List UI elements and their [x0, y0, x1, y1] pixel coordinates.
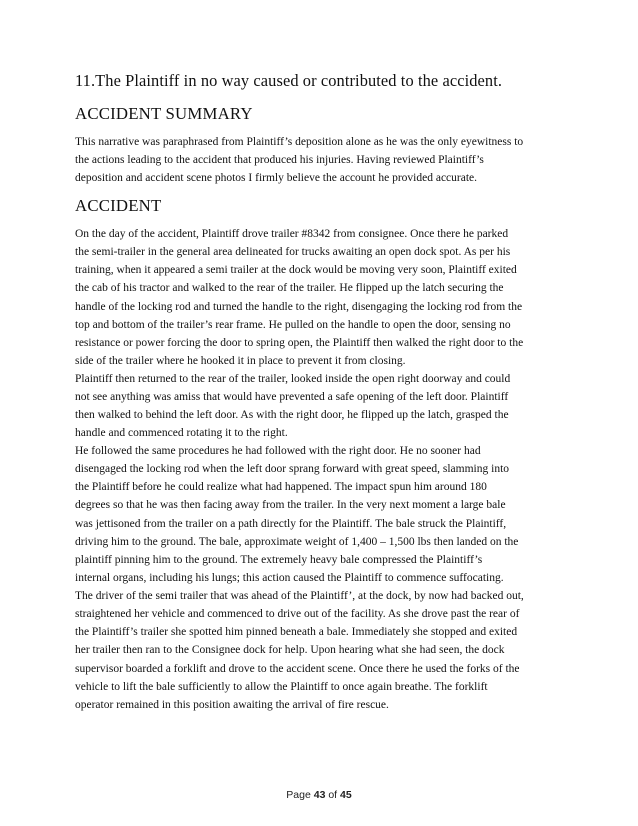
page-number	[0, 789, 638, 801]
text-line: deposition and accident scene photos I firmly believe the account he provided accurate.	[75, 172, 478, 185]
text-line: disengaged the locking rod when the left door sprang forward with great speed, slamming into	[75, 463, 510, 476]
accident-paragraph-1	[75, 225, 570, 370]
text-line: driving him to the ground. The bale, approximate weight of 1,400 – 1,500 lbs then landed on the	[75, 535, 519, 548]
text-line: This narrative was paraphrased from Plaintiff’s deposition alone as he was the only eyewitness to	[75, 136, 524, 148]
accident-paragraph-2	[75, 370, 570, 443]
text-line: handle of the locking rod and turned the handle to the right, disengaging the locking rod from the	[75, 300, 523, 313]
text-line: the cab of his tractor and walked to the rear of the trailer. He flipped up the latch securing the	[75, 282, 504, 295]
text-line: side of the trailer where he hooked it in place to prevent it from closing.	[75, 355, 406, 368]
text-line: her trailer then ran to the Consignee dock for help. Upon hearing what she had seen, the dock	[75, 644, 505, 657]
text-line: the semi-trailer in the general area delineated for trucks awaiting an open dock spot. As per his	[75, 246, 511, 259]
text-line: supervisor boarded a forklift and drove to the accident scene. Once there he used the forks of the	[75, 662, 520, 675]
page-prefix: Page	[286, 789, 314, 801]
accident-paragraph-4	[75, 587, 570, 714]
text-line: the Plaintiff before he could realize what had happened. The impact spun him around 180	[75, 481, 487, 494]
text-line: On the day of the accident, Plaintiff drove trailer #8342 from consignee. Once there he parked	[75, 228, 509, 240]
text-line: internal organs, including his lungs; this action caused the Plaintiff to commence suffocating.	[75, 572, 504, 585]
text-line: training, when it appeared a semi trailer at the dock would be moving very soon, Plaintiff exited	[75, 264, 517, 277]
current-page: 43	[313, 789, 326, 801]
item-heading: 11.The Plaintiff in no way caused or contributed to the accident.	[75, 71, 503, 90]
text-line: resistance or power forcing the door to spring open, the Plaintiff then walked the right door to the	[75, 336, 524, 349]
summary-paragraph	[75, 133, 570, 187]
accident-heading: ACCIDENT	[75, 196, 162, 215]
text-line: not see anything was amiss that would have prevented a safe opening of the left door. Plaintiff	[75, 391, 509, 404]
text-line: Plaintiff then returned to the rear of the trailer, looked inside the open right doorway and could	[75, 373, 511, 385]
page-of: of	[325, 789, 341, 801]
text-line: The driver of the semi trailer that was ahead of the Plaintiff’, at the dock, by now had backed out,	[75, 590, 524, 602]
text-line: plaintiff pinning him to the ground. The extremely heavy bale compressed the Plaintiff’s	[75, 553, 483, 566]
text-line: He followed the same procedures he had followed with the right door. He no sooner had	[75, 445, 481, 457]
text-line: then walked to behind the left door. As with the right door, he flipped up the latch, grasped the	[75, 409, 509, 422]
text-line: top and bottom of the trailer’s rear frame. He pulled on the handle to open the door, sensing no	[75, 318, 511, 331]
text-line: the Plaintiff’s trailer she spotted him pinned beneath a bale. Immediately she stopped and exited	[75, 626, 518, 639]
text-line: operator remained in this position awaiting the arrival of fire rescue.	[75, 698, 389, 711]
text-line: straightened her vehicle and commenced to drive out of the facility. As she drove past the rear of	[75, 608, 520, 621]
text-line: degrees so that he was then facing away from the trailer. In the very next moment a large bale	[75, 499, 506, 512]
accident-paragraph-3	[75, 442, 570, 587]
total-pages: 45	[340, 789, 352, 801]
text-line: was jettisoned from the trailer on a path directly for the Plaintiff. The bale struck the Plaintiff,	[75, 517, 507, 530]
summary-heading: ACCIDENT SUMMARY	[75, 104, 253, 123]
text-line: the actions leading to the accident that produced his injuries. Having reviewed Plaintiff’s	[75, 154, 484, 167]
text-line: handle and commenced rotating it to the right.	[75, 427, 288, 440]
text-line: vehicle to lift the bale sufficiently to allow the Plaintiff to once again breathe. The forklift	[75, 680, 488, 693]
